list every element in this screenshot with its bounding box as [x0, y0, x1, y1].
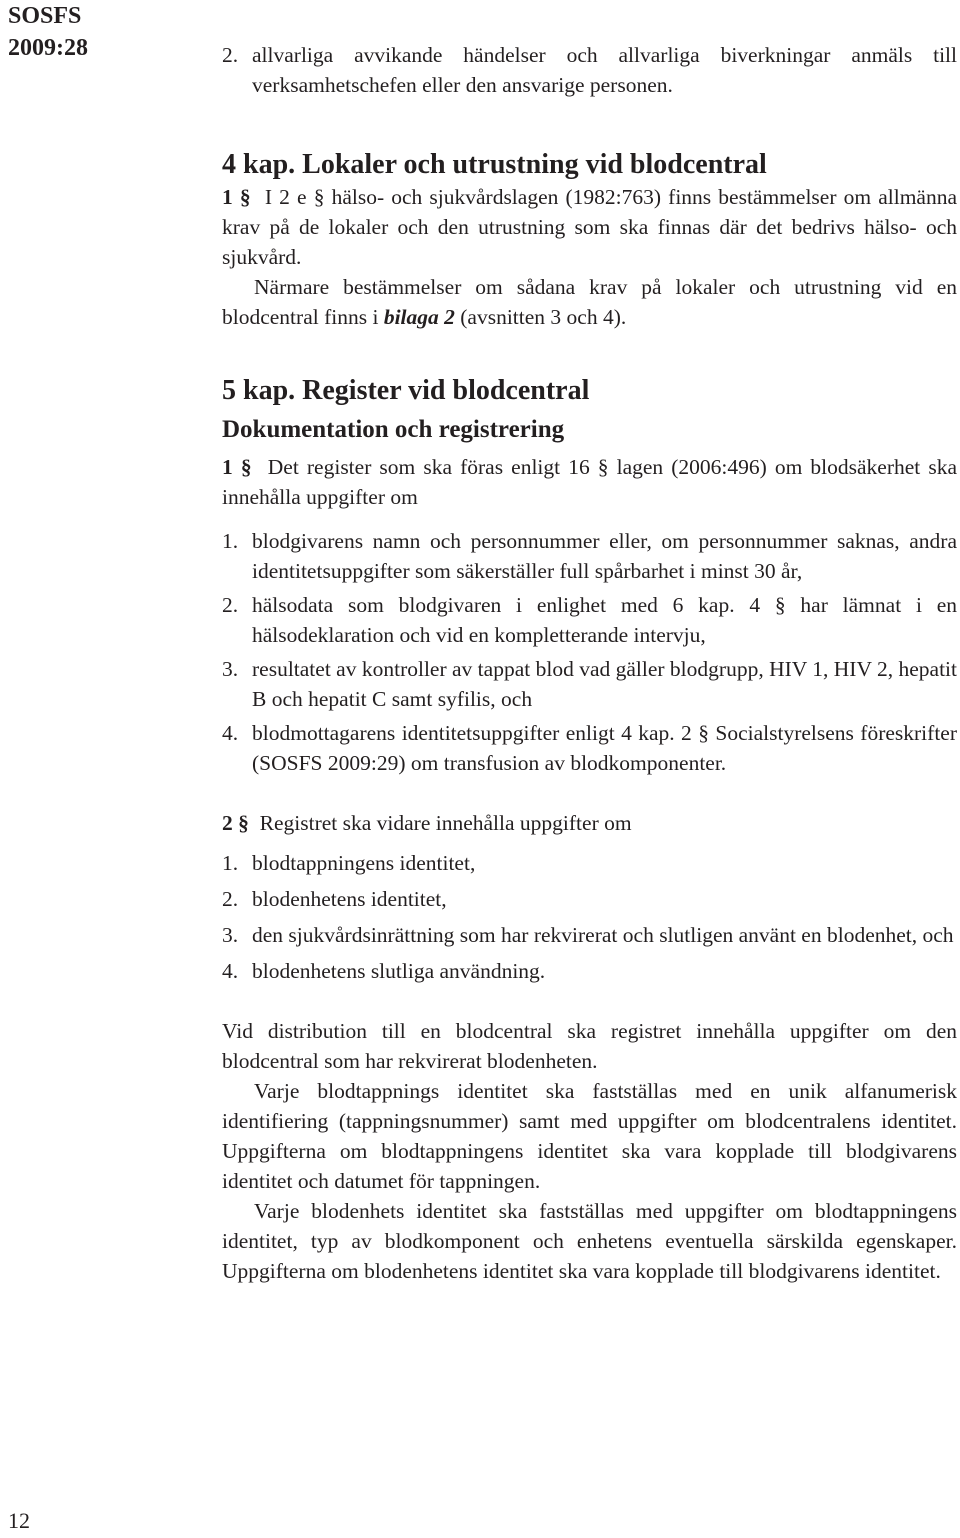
document-body: [222, 40, 957, 1286]
bilaga-reference: bilaga 2: [383, 305, 455, 329]
list-item: 2. allvarliga avvikande händelser och allvarliga biverkningar anmäls till verksamhetschefen eller den ansvarige personen.: [222, 43, 957, 97]
list-item: 2. hälsodata som blodgivaren i enlighet med 6 kap. 4 § har lämnat i en hälsodeklaration och vid en kompletterande intervju,: [222, 593, 957, 647]
section-mark: 1 §: [222, 185, 251, 209]
doc-series: SOSFS: [8, 3, 82, 29]
list-item: 3. resultatet av kontroller av tappat blod vad gäller blodgrupp, HIV 1, HIV 2, hepatit B och hepatit C samt syfilis, och: [222, 657, 957, 711]
document-number: [8, 0, 88, 64]
section-subheading: Dokumentation och registrering: [222, 416, 565, 443]
paragraph: 2 § Registret ska vidare innehålla uppgifter om: [222, 811, 632, 835]
list-item: 3. den sjukvårdsinrättning som har rekvirerat och slutligen använt en blodenhet, och: [222, 923, 954, 947]
page-number: 12: [8, 1508, 30, 1533]
list-item: 4. blodenhetens slutliga användning.: [222, 959, 546, 983]
chapter-5-heading: 5 kap. Register vid blodcentral: [222, 375, 590, 406]
paragraph: 1 § Det register som ska föras enligt 16 § lagen (2006:496) om blodsäkerhet ska innehålla uppgifter om: [222, 455, 958, 509]
register-additional-list: [222, 848, 957, 986]
doc-year-number: 2009:28: [8, 35, 88, 61]
list-item: 2. blodenhetens identitet,: [222, 887, 447, 911]
section-mark: 1 §: [222, 455, 252, 479]
paragraph: Närmare bestämmelser om sådana krav på lokaler och utrustning vid en blodcentral finns i bilaga 2 (avsnitten 3 och 4).: [222, 275, 957, 329]
list-item: 1. blodtappningens identitet,: [222, 851, 476, 875]
register-content-list: [222, 526, 957, 778]
paragraph: 1 § I 2 e § hälso- och sjukvårdslagen (1982:763) finns bestämmelser om allmänna krav på de lokaler och den utrustning som ska finnas där det bedrivs hälso- och sjukvård.: [222, 185, 958, 269]
section-mark: 2 §: [222, 811, 249, 835]
paragraph: Varje blodtappnings identitet ska fastställas med en unik alfanumerisk identifiering (tappningsnummer) samt med uppgifter om blodcentralens identitet. Uppgifterna om blodtappningens identitet ska vara kopplade till blodgivarens identitet och datumet för tappningen.: [222, 1079, 957, 1193]
paragraph: Vid distribution till en blodcentral ska registret innehålla uppgifter om den blodcentral som har rekvirerat blodenheten.: [222, 1019, 957, 1073]
list-item: 1. blodgivarens namn och personnummer eller, om personnummer saknas, andra identitetsuppgifter som säkerställer full spårbarhet i minst 30 år,: [222, 529, 957, 583]
list-item: 4. blodmottagarens identitetsuppgifter enligt 4 kap. 2 § Socialstyrelsens föreskrifter (SOSFS 2009:29) om transfusion av blodkomponenter.: [222, 721, 957, 775]
paragraph: Varje blodenhets identitet ska fastställas med uppgifter om blodtappningens identitet, typ av blodkomponent och enhetens eventuella särskilda egenskaper. Uppgifterna om blodenhetens identitet ska vara kopplade till blodgivarens identitet.: [222, 1199, 957, 1283]
chapter-4-heading: 4 kap. Lokaler och utrustning vid blodcentral: [222, 149, 767, 180]
